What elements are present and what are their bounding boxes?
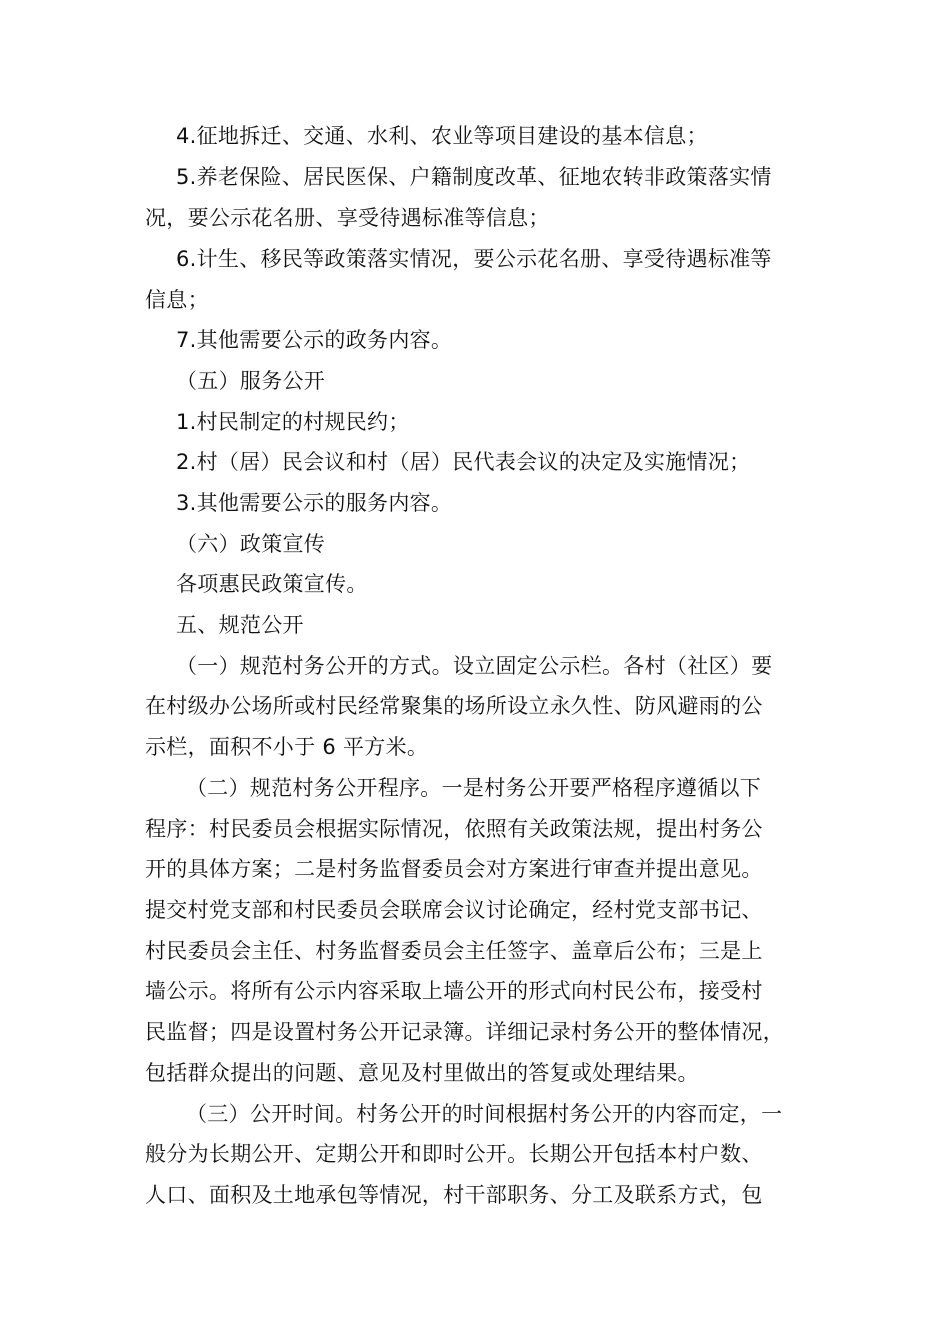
text-line: 信息； [145,288,209,312]
text-line: （一）规范村务公开的方式。设立固定公示栏。各村（社区）要 [176,654,773,678]
section-heading: 五、规范公开 [176,613,304,637]
text-line: 7.其他需要公示的政务内容。 [176,328,453,352]
text-line: 况，要公示花名册、享受待遇标准等信息； [145,206,550,230]
text-line: 6.计生、移民等政策落实情况，要公示花名册、享受待遇标准等 [176,247,772,271]
text-line: （二）规范村务公开程序。一是村务公开要严格程序遵循以下 [186,776,762,800]
text-line: 般分为长期公开、定期公开和即时公开。长期公开包括本村户数、 [145,1142,763,1166]
text-line: （三）公开时间。村务公开的时间根据村务公开的内容而定，一 [186,1102,783,1126]
text-line: 各项惠民政策宣传。 [176,572,368,596]
text-line: 提交村党支部和村民委员会联席会议讨论确定，经村党支部书记、 [145,898,763,922]
section-heading: （五）服务公开 [176,369,326,393]
text-line: 2.村（居）民会议和村（居）民代表会议的决定及实施情况； [176,450,751,474]
section-heading: （六）政策宣传 [176,532,326,556]
text-line: 3.其他需要公示的服务内容。 [176,491,453,515]
text-line: 村民委员会主任、村务监督委员会主任签字、盖章后公布；三是上 [145,939,763,963]
text-line: 示栏，面积不小于 6 平方米。 [145,735,429,759]
text-line: 程序：村民委员会根据实际情况，依照有关政策法规，提出村务公 [145,817,763,841]
text-line: 5.养老保险、居民医保、户籍制度改革、征地农转非政策落实情 [176,165,772,189]
text-line: 4.征地拆迁、交通、水利、农业等项目建设的基本信息； [176,124,708,148]
text-line: 1.村民制定的村规民约； [176,410,410,434]
text-line: 包括群众提出的问题、意见及村里做出的答复或处理结果。 [145,1061,699,1085]
text-line: 民监督；四是设置村务公开记录簿。详细记录村务公开的整体情况， [145,1020,784,1044]
text-line: 开的具体方案；二是村务监督委员会对方案进行审查并提出意见。 [145,857,763,881]
text-line: 墙公示。将所有公示内容采取上墙公开的形式向村民公布，接受村 [145,979,763,1003]
text-line: 在村级办公场所或村民经常聚集的场所设立永久性、防风避雨的公 [145,694,763,718]
text-line: 人口、面积及土地承包等情况，村干部职务、分工及联系方式，包 [145,1183,763,1207]
